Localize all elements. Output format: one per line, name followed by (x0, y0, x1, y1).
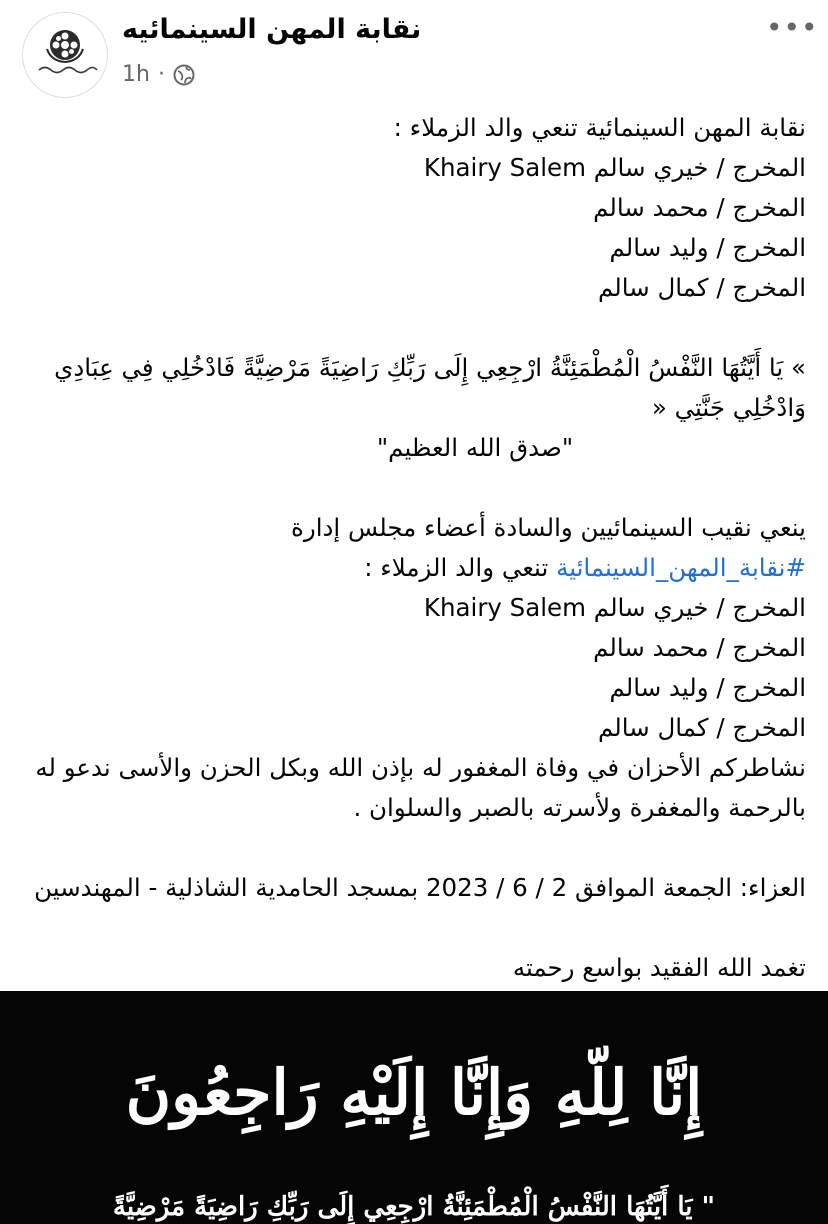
image-main-text: إِنَّا لِلّهِ وَإِنَّا إِلَيْهِ رَاجِعُونَ (125, 1056, 703, 1129)
post-line: المخرج / خيري سالم Khairy Salem (423, 153, 806, 182)
page-avatar[interactable] (22, 12, 108, 98)
more-options-button[interactable]: ••• (766, 11, 819, 44)
film-reel-logo-icon (25, 15, 105, 95)
post-line: المخرج / خيري سالم Khairy Salem (423, 593, 806, 622)
post-line: المخرج / محمد سالم (593, 193, 806, 222)
post-time[interactable]: 1h (122, 62, 150, 87)
post-line: المخرج / وليد سالم (609, 233, 806, 262)
meta-separator: · (157, 62, 165, 87)
post-line: المخرج / وليد سالم (609, 673, 806, 702)
post-header (0, 0, 828, 108)
post-line-tail: تنعي والد الزملاء : (364, 553, 557, 582)
condolence-text: نشاطركم الأحزان في وفاة المغفور له بإذن الله وبكل الحزن والأسى ندعو له بالرحمة والمغفرة ولأسرته بالصبر والسلوان . (35, 753, 806, 822)
page-name[interactable]: نقابة المهن السينمائيه (122, 14, 422, 45)
quran-quote: » يَا أَيَّتُهَا النَّفْسُ الْمُطْمَئِنَّةُ ارْجِعِي إِلَى رَبِّكِ رَاضِيَةً مَرْضِيَّةً فَادْخُلِي فِي عِبَادِي وَادْخُلِي جَنَّتِي « (54, 353, 806, 422)
post-text (24, 108, 806, 988)
spacer (24, 308, 806, 348)
post-meta (122, 62, 195, 87)
post-image[interactable] (0, 991, 828, 1224)
spacer (24, 908, 806, 948)
funeral-info: العزاء: الجمعة الموافق 2 / 6 / 2023 بمسجد الحامدية الشاذلية - المهندسين (34, 873, 806, 902)
hashtag-link[interactable]: #نقابة_المهن_السينمائية (556, 553, 806, 582)
post-line: المخرج / كمال سالم (597, 713, 806, 742)
post-line-with-hashtag (24, 548, 806, 588)
post-line: ينعي نقيب السينمائيين والسادة أعضاء مجلس إدارة (291, 513, 806, 542)
spacer (24, 828, 806, 868)
post-line: نقابة المهن السينمائية تنعي والد الزملاء : (393, 113, 806, 142)
post-line: المخرج / كمال سالم (597, 273, 806, 302)
spacer (24, 468, 806, 508)
globe-icon[interactable] (173, 64, 195, 86)
image-sub-text: " يَا أَيَّتُهَا النَّفْسُ الْمُطْمَئِنَّةُ ارْجِعِي إِلَى رَبِّكِ رَاضِيَةً مَرْضِيَّةً (112, 1192, 716, 1222)
quote-ending: "صدق الله العظيم" (376, 433, 574, 462)
closing-text: تغمد الله الفقيد بواسع رحمته (512, 953, 806, 982)
post-line: المخرج / محمد سالم (593, 633, 806, 662)
